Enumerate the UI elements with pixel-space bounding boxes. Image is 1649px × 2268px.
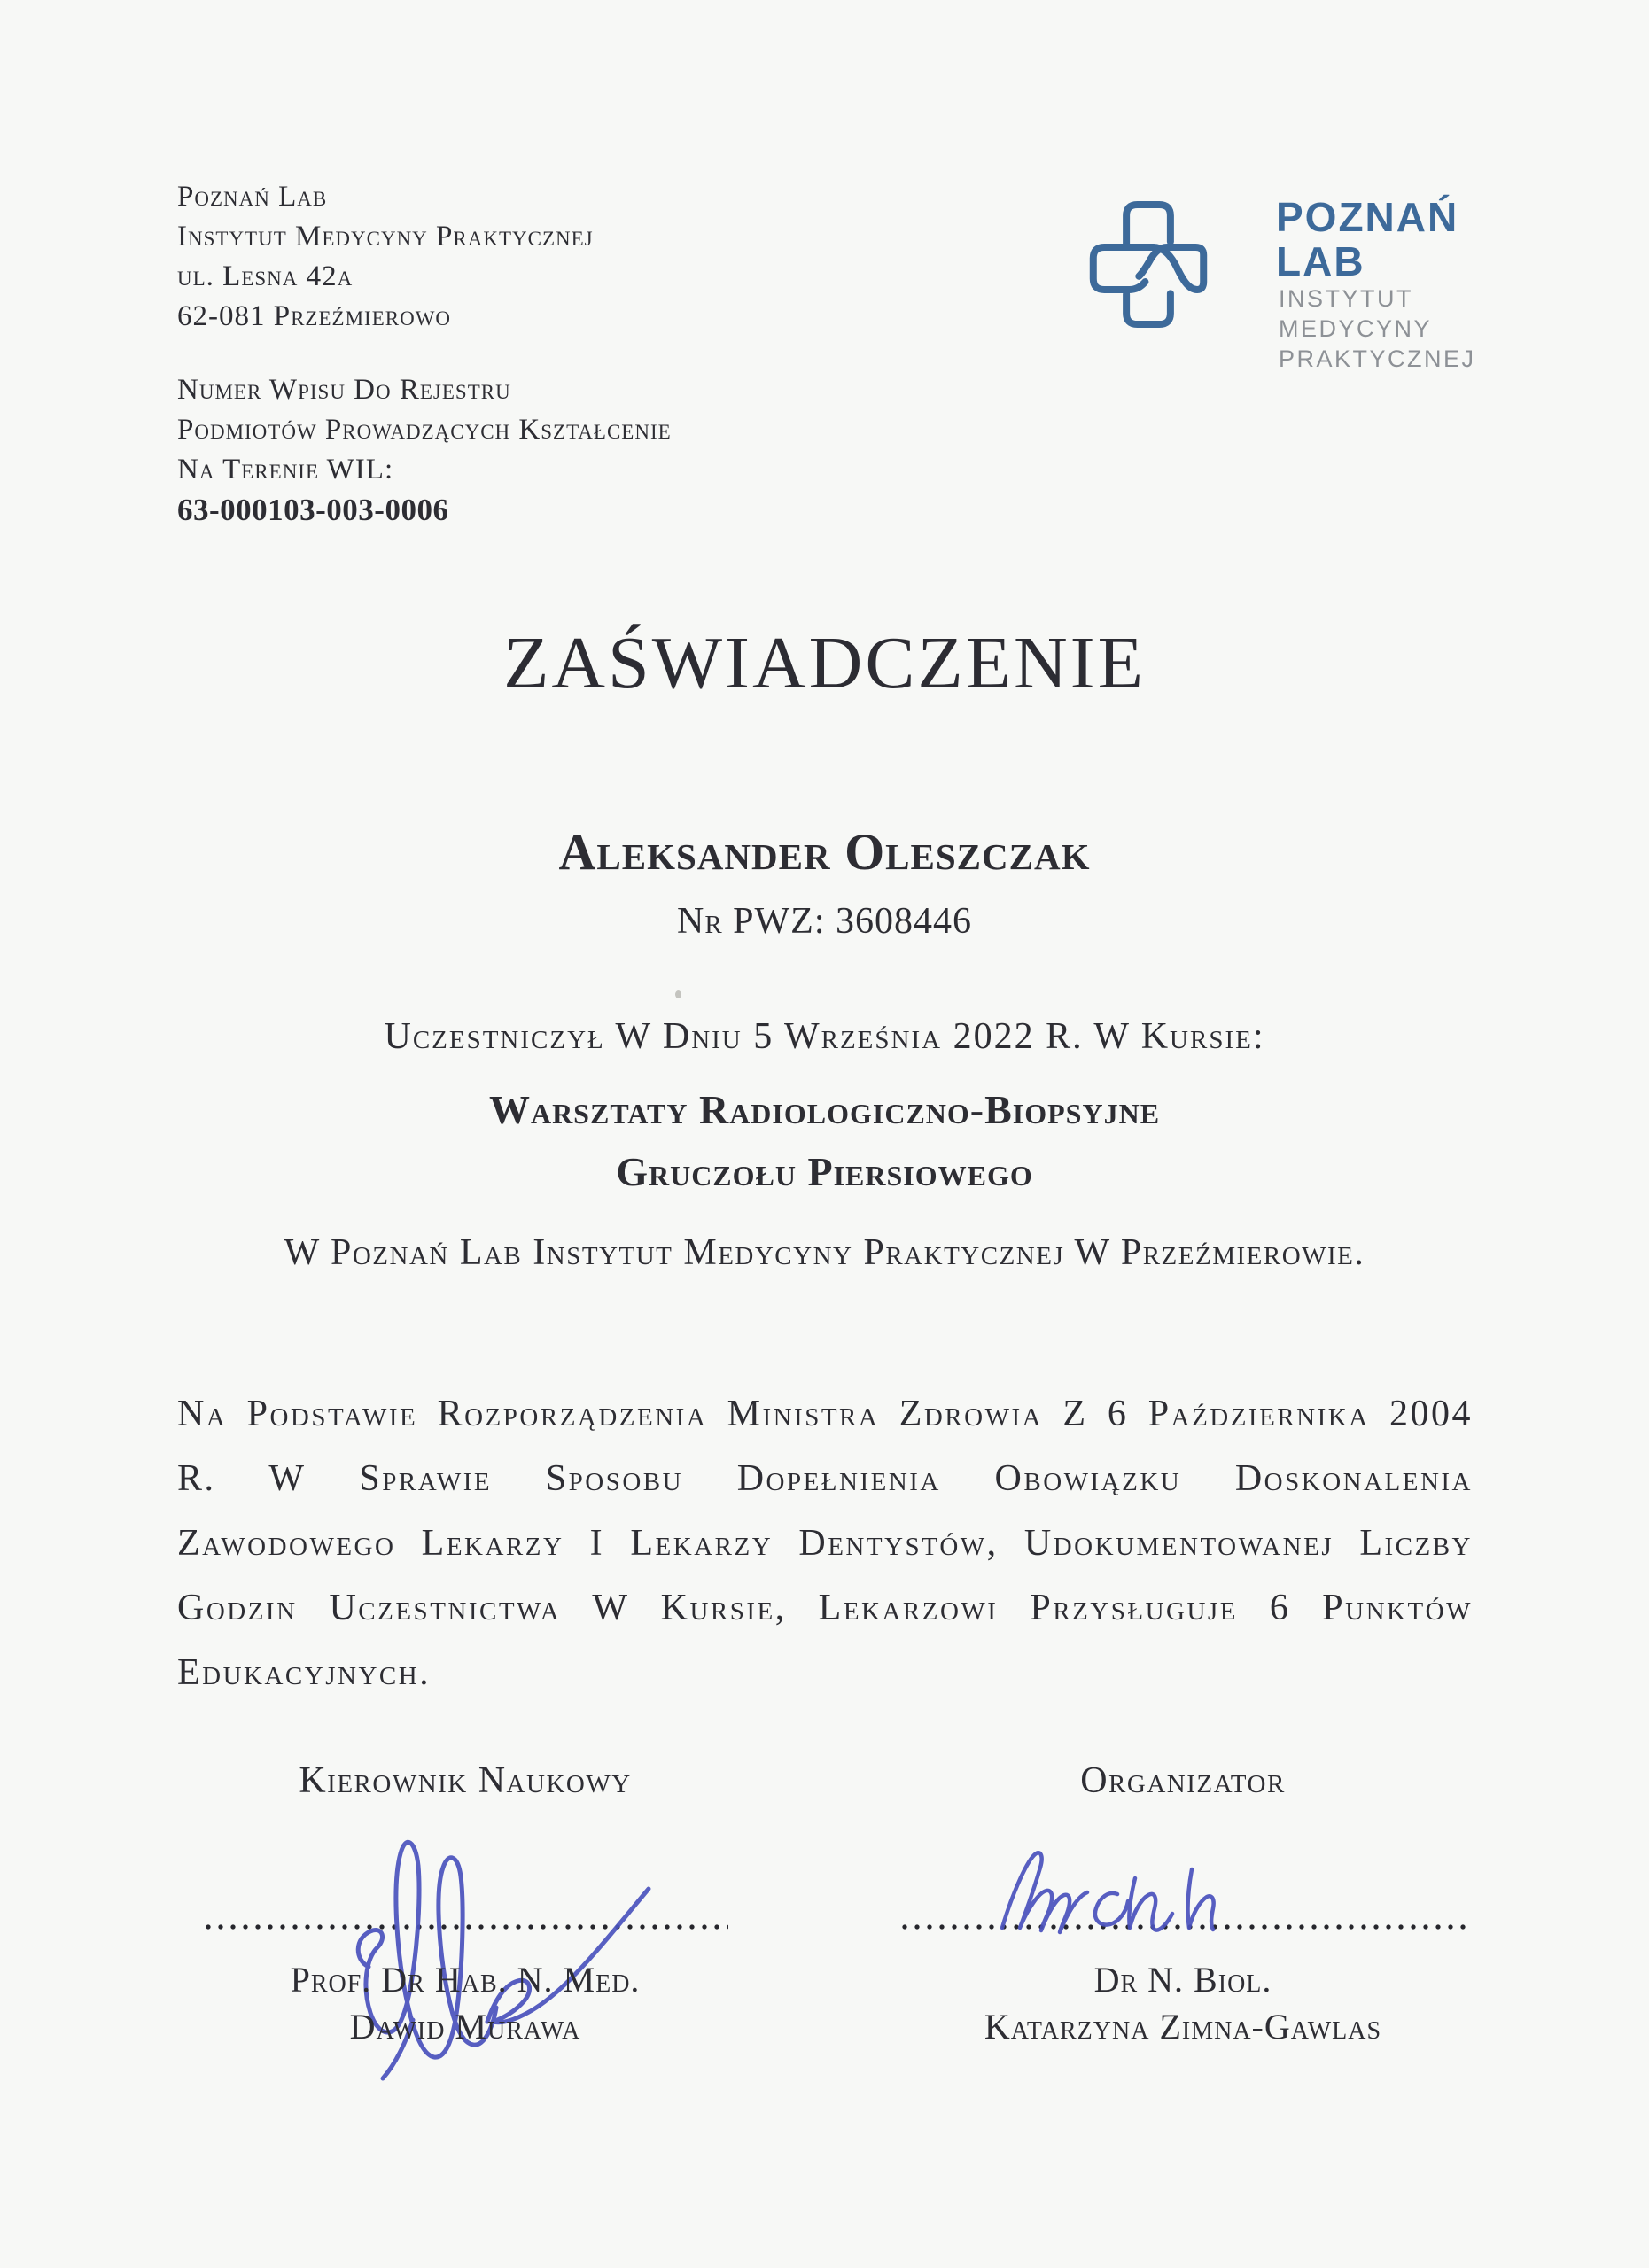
signature-role-right: Organizator [1080, 1760, 1286, 1801]
signatory-name: Katarzyna Zimna-Gawlas [984, 2007, 1382, 2047]
address-line: Poznań Lab [177, 181, 328, 213]
signatory-right [917, 1956, 1449, 2050]
pwz-number: Nr PWZ: 3608446 [677, 901, 972, 942]
participant-name: Aleksander Oleszczak [558, 823, 1091, 881]
logo-brand-line: POZNAŃ [1276, 194, 1459, 240]
letterhead-address [177, 177, 594, 337]
logo-subtext [1279, 284, 1476, 374]
registry-number: 63-000103-003-0006 [177, 493, 449, 527]
signatory-name: Dawid Murawa [349, 2007, 581, 2047]
logo-brand-line: LAB [1276, 238, 1365, 284]
address-line: ul. Lesna 42a [177, 260, 354, 292]
logo-sub-line: PRAKTYCZNEJ [1279, 346, 1476, 372]
logo-sub-line: INSTYTUT [1279, 285, 1413, 312]
registry-line: Numer Wpisu Do Rejestru [177, 374, 511, 406]
address-line: 62-081 Przeźmierowo [177, 300, 452, 332]
certificate-title: ZAŚWIADCZENIE [503, 622, 1146, 704]
registry-block [177, 370, 672, 530]
signatory-left [199, 1956, 731, 2050]
cross-infinity-icon [1077, 197, 1219, 332]
registry-line: Podmiotów Prowadzących Kształcenie [177, 414, 672, 446]
signatory-title: Prof. Dr Hab. N. Med. [290, 1960, 641, 2000]
signature-role-left: Kierownik Naukowy [299, 1760, 632, 1801]
course-venue: W Poznań Lab Instytut Medycyny Praktycznej W Przeźmierowie. [284, 1232, 1365, 1273]
logo-sub-line: MEDYCYNY [1279, 315, 1433, 342]
signatory-title: Dr N. Biol. [1093, 1960, 1272, 2000]
scan-speck [675, 990, 681, 998]
course-intro: Uczestniczył W Dniu 5 Września 2022 R. W Kursie: [384, 1016, 1265, 1057]
course-title-line2: Gruczołu Piersiowego [616, 1149, 1033, 1194]
address-line: Instytut Medycyny Praktycznej [177, 221, 594, 252]
registry-line: Na Terenie WIL: [177, 454, 394, 485]
logo-brand-text [1276, 195, 1458, 284]
legal-statement: Na Podstawie Rozporządzenia Ministra Zdrowia Z 6 Października 2004 R. W Sprawie Sposobu Dopełnienia Obowiązku Doskonalenia Zawodowego Lekarzy I Lekarzy Dentystów, Udokumentowanej Liczby Godzin Uczestnictwa W Kursie, Lekarzowi Przysługuje 6 Punktów Edukacyjnych. [177, 1394, 1473, 1693]
course-title-line1: Warsztaty Radiologiczno-Biopsyjne [488, 1087, 1161, 1132]
handwritten-signature-right [988, 1843, 1220, 1947]
